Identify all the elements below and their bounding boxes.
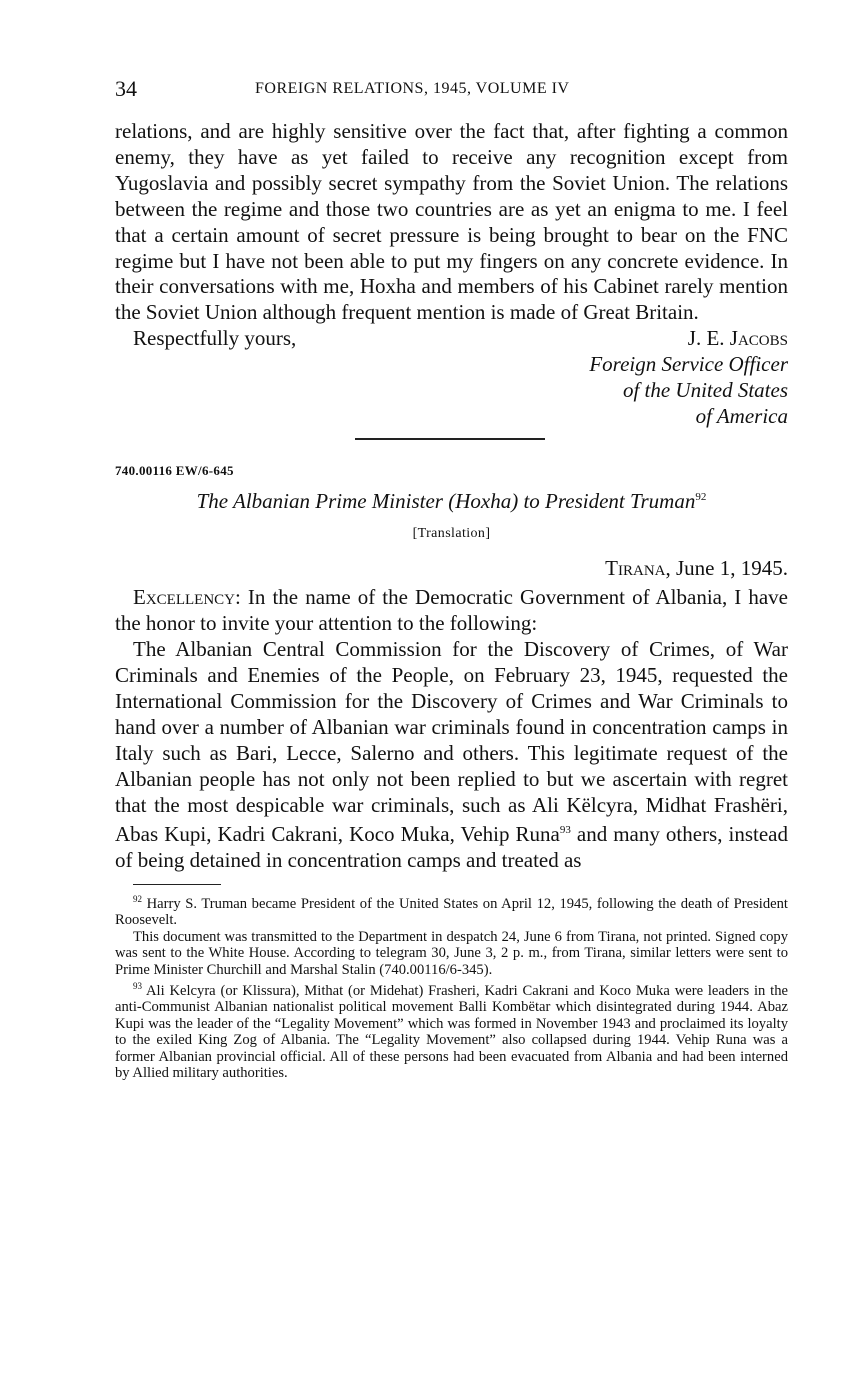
- running-head: FOREIGN RELATIONS, 1945, VOLUME IV: [255, 80, 570, 97]
- translation-note: [Translation]: [412, 526, 491, 542]
- letter-paragraph-text: The Albanian Central Commission for the Discovery of Crimes, of War Criminals and Enemies of the People, on February 23, 1945, requested the International Commission for the Discovery of Crimes and War Criminals to hand over a number of Albanian war criminals found in concentration camps in Italy such as Bari, Lecce, Salerno and others. This legitimate request of the Albanian people has not only not been replied to but we ascertain with regret that the most despicable war criminals, such as Ali Këlcyra, Midhat Frashëri, Abas Kupi, Kadri Cakrani, Koco Muka, Vehip Runa: [115, 637, 788, 847]
- file-number: 740.00116 EW/6-645: [115, 463, 234, 479]
- letter-salutation: Excellency: [133, 585, 235, 610]
- letter-closing: [115, 326, 788, 430]
- signer-name: J. E. Jacobs: [687, 326, 788, 351]
- footnote-92-note: This document was transmitted to the Department in despatch 24, June 6 from Tirana, not printed. Signed copy was sent to the White House. According to telegram 30, June 3, 2 p. m., from Tirana, similar letters were sent to Prime Minister Churchill and Marshal Stalin (740.00116/6-345).: [115, 928, 788, 978]
- letter-opening-text: : In the name of the Democratic Government of Albania, I have the honor to invite your attention to the following:: [115, 585, 788, 636]
- body-paragraph: relations, and are highly sensitive over the fact that, after fighting a common enemy, they have as yet failed to receive any recognition except from Yugoslavia and possibly secret sympathy from the Soviet Union. The relations between the regime and those two countries are as yet an enigma to me. I feel that a certain amount of secret pressure is being brought to bear on the FNC regime but I have not been able to put my fingers on any concrete evidence. In their conversations with me, Hoxha and members of his Cabinet rarely mention the Soviet Union although frequent mention is made of Great Britain.: [115, 119, 788, 325]
- page-number: 34: [115, 76, 137, 101]
- footnote-text: Harry S. Truman became President of the United States on April 12, 1945, following the death of President Roosevelt.: [115, 896, 788, 929]
- footnote-92: [115, 891, 788, 929]
- dateline-place: Tirana: [605, 556, 666, 581]
- page-header: [115, 72, 788, 102]
- footnote-divider: [133, 884, 221, 885]
- dateline-date: , June 1, 1945.: [665, 556, 788, 581]
- closing-salutation: Respectfully yours,: [133, 326, 297, 351]
- signer-title-line: Foreign Service Officer: [589, 352, 788, 377]
- signer-title-line: of America: [695, 403, 788, 428]
- footnote-marker: 92: [133, 894, 142, 905]
- footnote-ref-92: 92: [695, 491, 707, 504]
- document-page: [115, 72, 788, 1081]
- signer-title-line: of the United States: [622, 378, 788, 403]
- document-title-text: The Albanian Prime Minister (Hoxha) to President Truman: [196, 489, 696, 514]
- footnote-marker: 93: [133, 981, 142, 992]
- document-title: [115, 489, 788, 514]
- letter-paragraph-continuation: and many others, instead of being detained in concentration camps and treated as: [115, 822, 788, 873]
- letter-paragraph: [115, 637, 788, 874]
- letter-opening: [115, 585, 788, 637]
- signature-block: [589, 326, 788, 430]
- footnote-93: [115, 978, 788, 1081]
- footnotes: [115, 891, 788, 1081]
- section-divider: [355, 438, 545, 440]
- footnote-ref-93: 93: [559, 824, 571, 837]
- footnote-text: Ali Kelcyra (or Klissura), Mithat (or Midehat) Frasheri, Kadri Cakrani and Koco Muka were leaders in the anti-Communist Albanian nationalist political movement Balli Kombëtar which disintegrated during 1944. Abaz Kupi was the leader of the “Legality Movement” which was formed in November 1943 and proclaimed its loyalty to the exiled King Zog of Albania. The “Legality Movement” also collapsed during 1944. Vehip Runa was a former Albanian provincial official. All of these persons had been evacuated from Albania and had been interned by Allied military authorities.: [115, 982, 788, 1081]
- dateline: [115, 556, 788, 581]
